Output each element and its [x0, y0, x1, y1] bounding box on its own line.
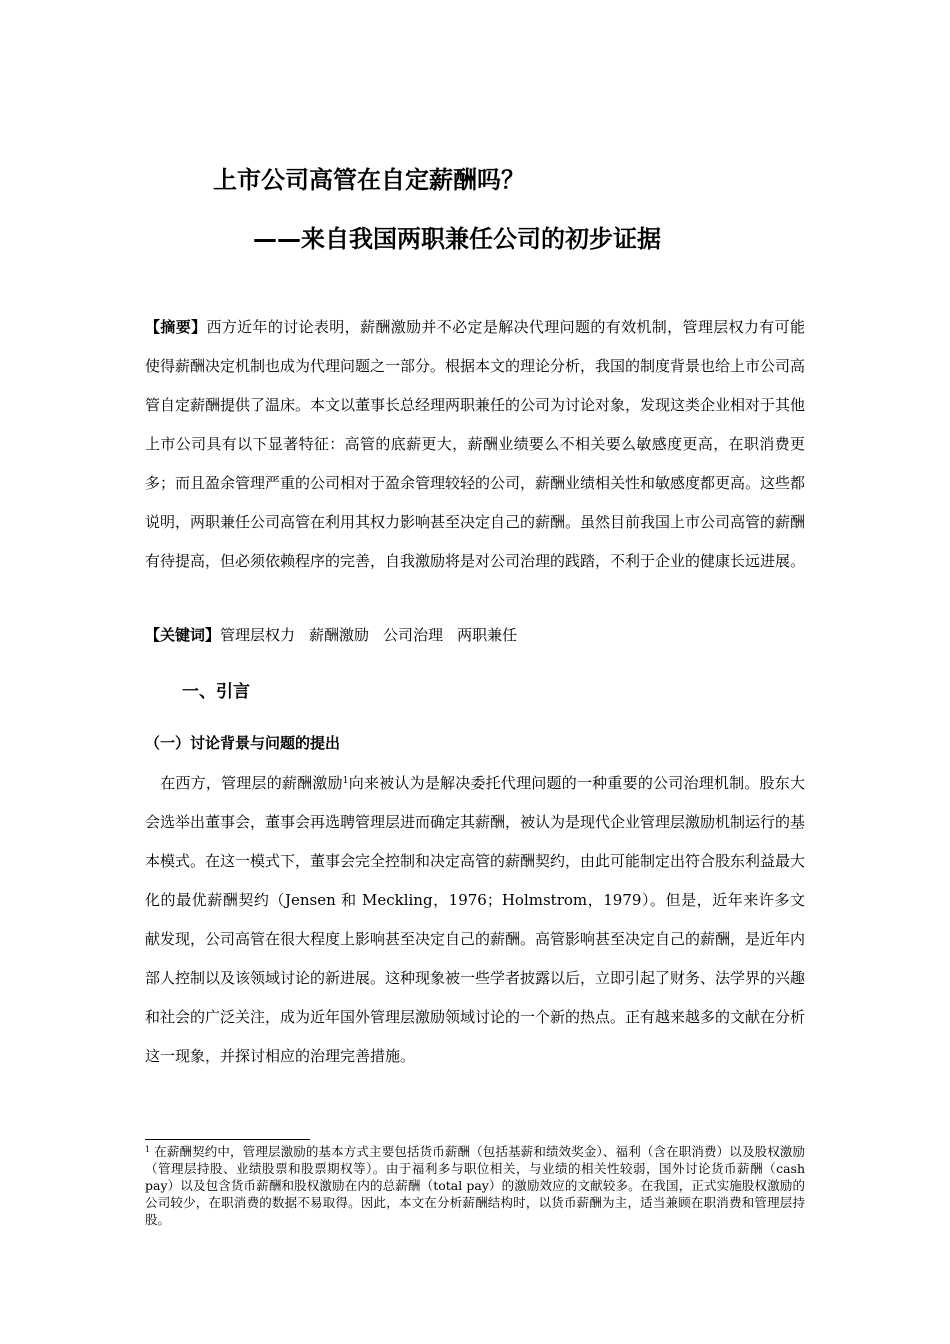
keywords-line	[145, 616, 805, 655]
footnote	[145, 1143, 805, 1228]
keyword-item: 公司治理	[383, 626, 444, 644]
keyword-item: 薪酬激励	[309, 626, 370, 644]
footnote-reference[interactable]: 1	[342, 776, 349, 786]
footnote-separator	[145, 1139, 310, 1140]
abstract-paragraph	[145, 308, 805, 581]
footnote-text: 在薪酬契约中，管理层激励的基本方式主要包括货币薪酬（包括基薪和绩效奖金）、福利（含在职消费）以及股权激励（管理层持股、业绩股票和股票期权等）。由于福利多与职位相关，与业绩的相关性较弱，国外讨论货币薪酬（cash pay）以及包含货币薪酬和股权激励在内的总薪酬（total pay）的激励效应的文献较多。在我国，正式实施股权激励的公司较少，在职消费的数据不易取得。因此，本文在分析薪酬结构时，以货币薪酬为主，适当兼顾在职消费和管理层持股。	[145, 1144, 805, 1227]
intro-text-start: 在西方，管理层的薪酬激励	[160, 774, 343, 792]
keyword-item: 两职兼任	[457, 626, 518, 644]
intro-paragraph	[145, 764, 805, 1076]
paper-title: 上市公司高管在自定薪酬吗？	[213, 166, 525, 194]
keyword-item: 管理层权力	[220, 626, 296, 644]
keywords-label: 【关键词】	[145, 626, 221, 644]
section-heading-introduction: 一、引言	[182, 682, 250, 702]
abstract-text: 西方近年的讨论表明，薪酬激励并不必定是解决代理问题的有效机制，管理层权力有可能使得薪酬决定机制也成为代理问题之一部分。根据本文的理论分析，我国的制度背景也给上市公司高管自定薪酬提供了温床。本文以董事长总经理两职兼任的公司为讨论对象，发现这类企业相对于其他上市公司具有以下显著特征：高管的底薪更大，薪酬业绩要么不相关要么敏感度更高，在职消费更多；而且盈余管理严重的公司相对于盈余管理较轻的公司，薪酬业绩相关性和敏感度都更高。这些都说明，两职兼任公司高管在利用其权力影响甚至决定自己的薪酬。虽然目前我国上市公司高管的薪酬有待提高，但必须依赖程序的完善，自我激励将是对公司治理的践踏，不利于企业的健康长远进展。	[145, 318, 806, 570]
intro-text-rest: 向来被认为是解决委托代理问题的一种重要的公司治理机制。股东大会选举出董事会，董事会再选聘管理层进而确定其薪酬，被认为是现代企业管理层激励机制运行的基本模式。在这一模式下，董事会完全控制和决定高管的薪酬契约，由此可能制定出符合股东利益最大化的最优薪酬契约（Jensen 和 Meckling，1976；Holmstrom，1979）。但是，近年来许多文献发现，公司高管在很大程度上影响甚至决定自己的薪酬。高管影响甚至决定自己的薪酬，是近年内部人控制以及该领域讨论的新进展。这种现象被一些学者披露以后，立即引起了财务、法学界的兴趣和社会的广泛关注，成为近年国外管理层激励领域讨论的一个新的热点。正有越来越多的文献在分析这一现象，并探讨相应的治理完善措施。	[145, 774, 806, 1065]
footnote-marker: 1	[145, 1145, 151, 1154]
abstract-label: 【摘要】	[145, 318, 207, 336]
subsection-heading-background: （一）讨论背景与问题的提出	[145, 734, 341, 752]
paper-subtitle: ——来自我国两职兼任公司的初步证据	[253, 225, 661, 253]
